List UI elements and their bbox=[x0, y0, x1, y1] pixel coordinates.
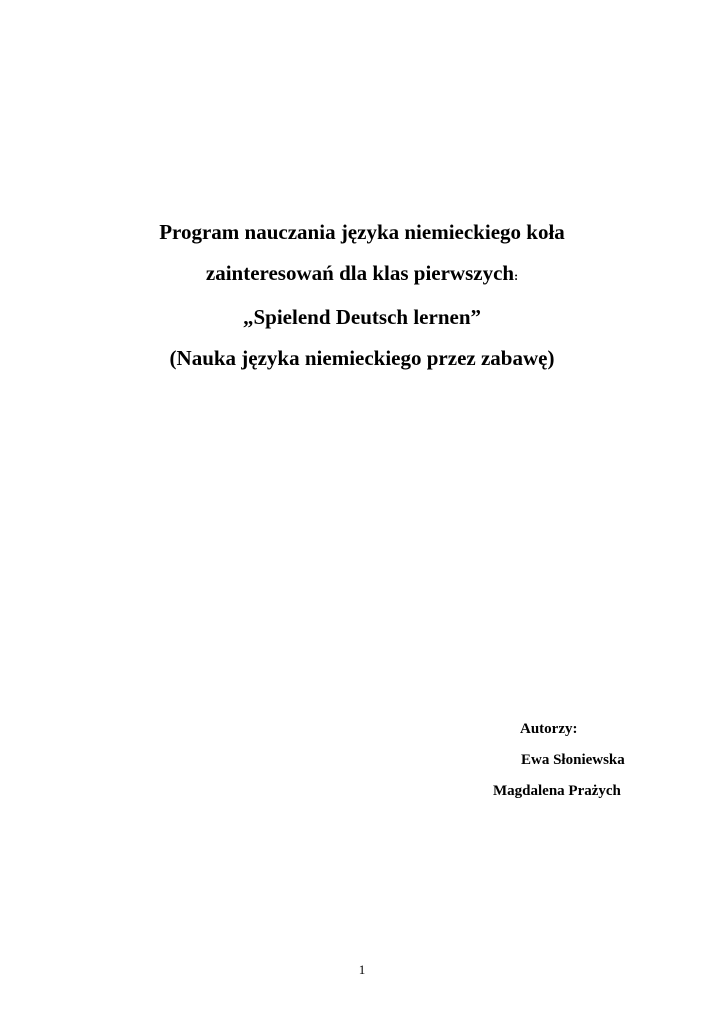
author-name-1: Ewa Słoniewska bbox=[521, 752, 625, 768]
authors-label: Autorzy: bbox=[520, 721, 578, 737]
title-line-1: Program nauczania języka niemieckiego koła bbox=[159, 220, 565, 244]
title-line-4: (Nauka języka niemieckiego przez zabawę) bbox=[169, 346, 555, 370]
title-line-2-text: zainteresowań dla klas pierwszych bbox=[205, 261, 515, 285]
title-line-3: „Spielend Deutsch lernen” bbox=[242, 305, 481, 329]
author-name-2: Magdalena Prażych bbox=[493, 783, 621, 799]
title-line-2 bbox=[0, 253, 724, 297]
title-line-2-colon: : bbox=[514, 269, 519, 283]
page-number: 1 bbox=[358, 962, 366, 977]
authors-block bbox=[470, 714, 670, 807]
document-title bbox=[0, 212, 724, 379]
